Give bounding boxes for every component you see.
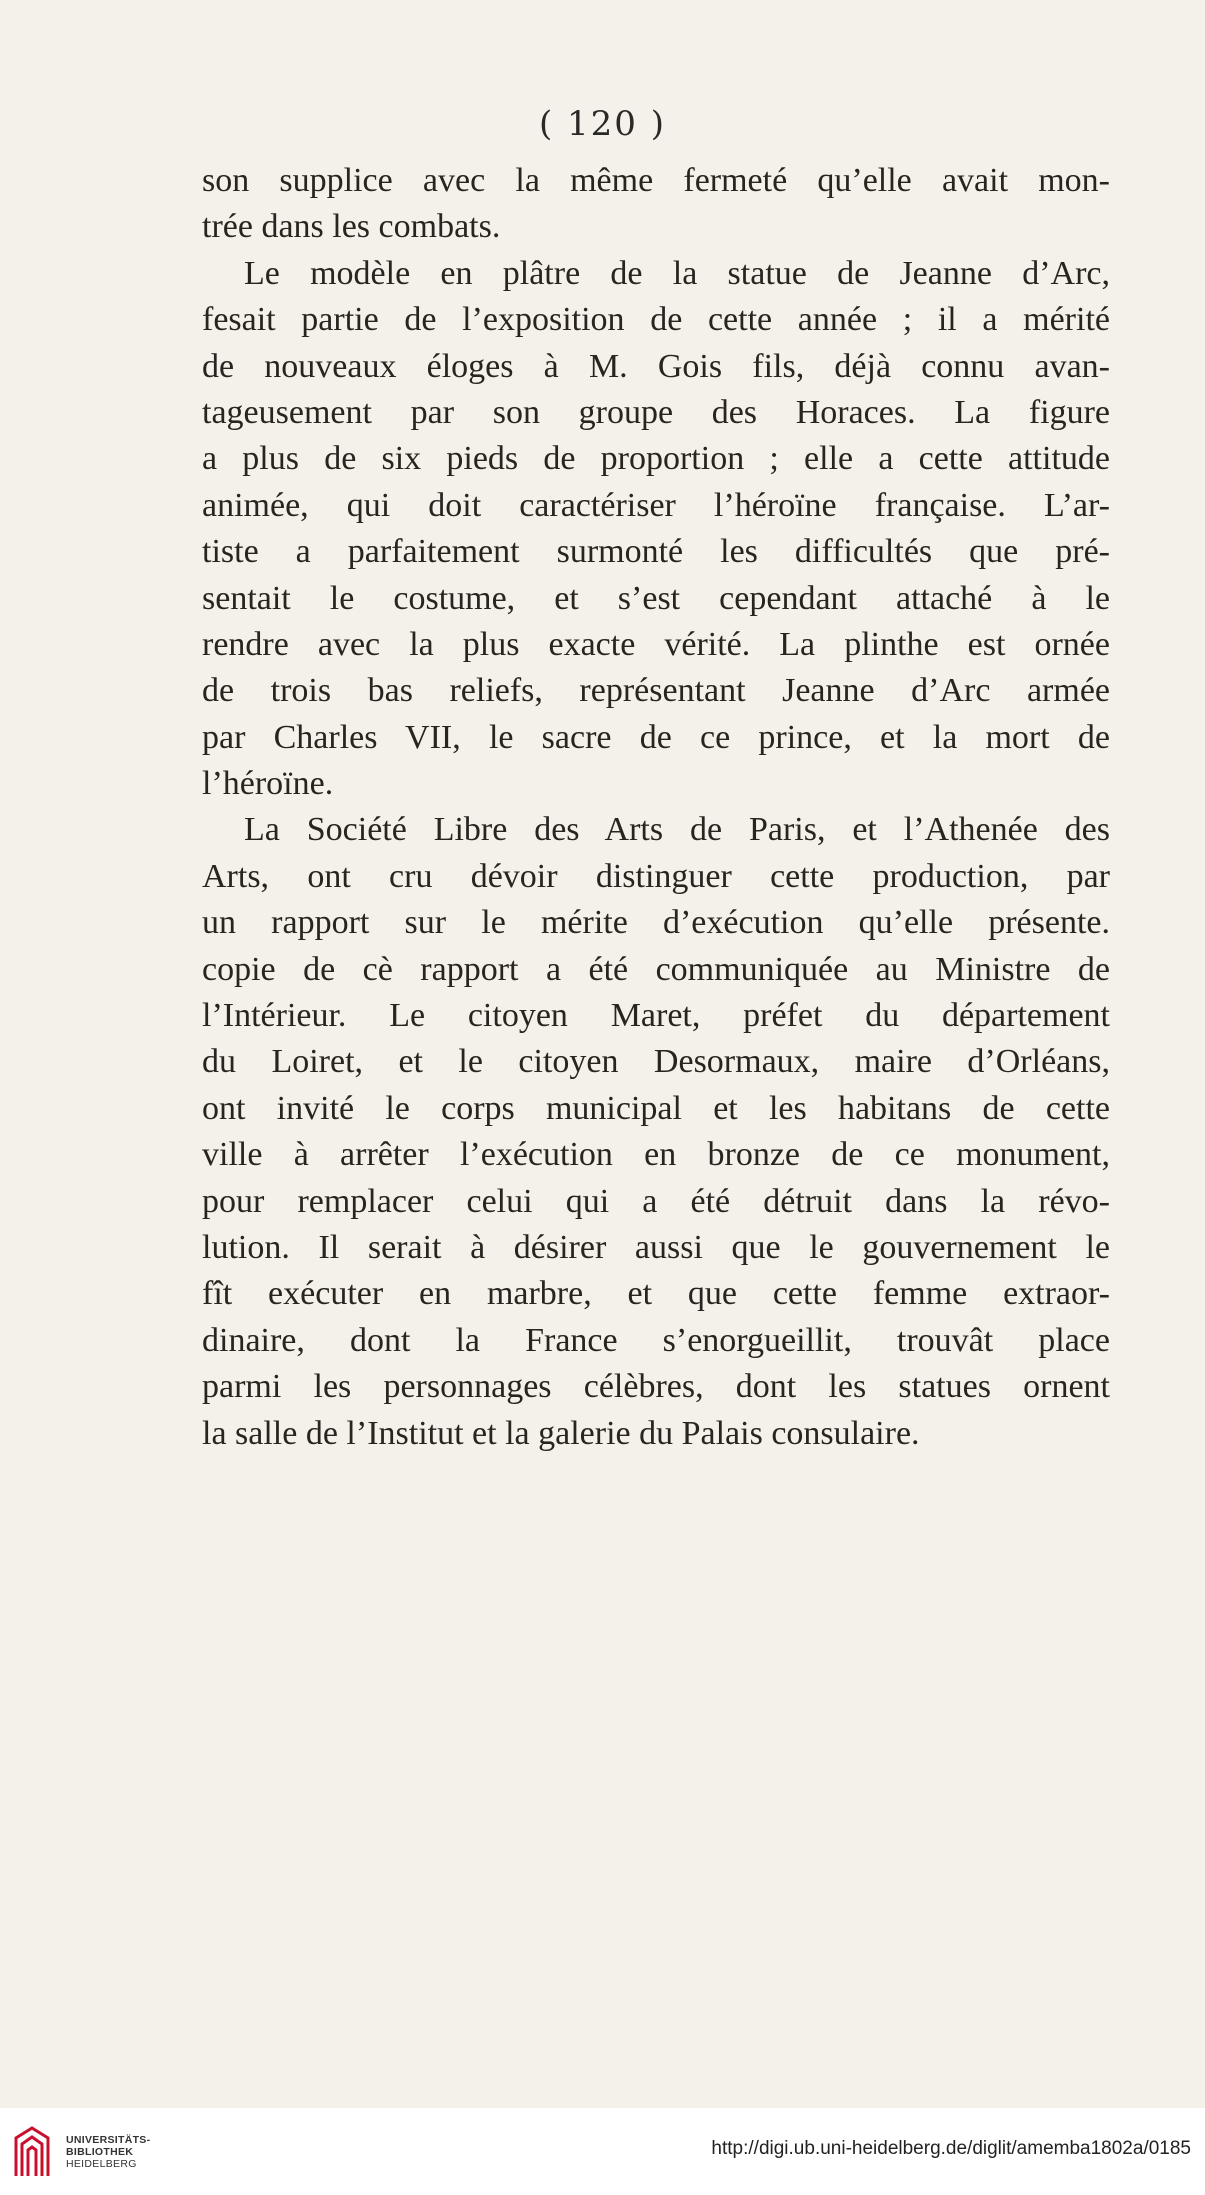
library-name-line: UNIVERSITÄTS-: [66, 2134, 151, 2146]
text-line: l’Intérieur. Le citoyen Maret, préfet du département: [202, 997, 1110, 1035]
text-line: de trois bas reliefs, représentant Jeanne d’Arc armée: [202, 672, 1110, 710]
paragraph-1: [202, 158, 1110, 251]
text-line: la salle de l’Institut et la galerie du Palais consulaire.: [202, 1414, 920, 1452]
text-line: tageusement par son groupe des Horaces. La figure: [202, 393, 1110, 431]
text-line: tiste a parfaitement surmonté les difficultés que pré-: [202, 533, 1110, 571]
library-name-line: BIBLIOTHEK: [66, 2146, 134, 2158]
text-line: du Loiret, et le citoyen Desormaux, maire d’Orléans,: [202, 1043, 1110, 1081]
text-line: ville à arrêter l’exécution en bronze de ce monument,: [202, 1136, 1110, 1174]
text-line: copie de cè rapport a été communiquée au Ministre de: [202, 950, 1110, 988]
paragraph-2: [202, 251, 1110, 808]
text-line: rendre avec la plus exacte vérité. La plinthe est ornée: [202, 625, 1110, 663]
heidelberg-library-logo-icon: [12, 2124, 52, 2180]
text-line: fît exécuter en marbre, et que cette femme extraor-: [202, 1275, 1110, 1313]
text-line: dinaire, dont la France s’enorgueillit, trouvât place: [202, 1321, 1110, 1359]
text-line: l’héroïne.: [202, 765, 334, 803]
paragraph-3: [202, 807, 1110, 1456]
text-line: un rapport sur le mérite d’exécution qu’elle présente.: [202, 904, 1110, 942]
text-line: Arts, ont cru dévoir distinguer cette production, par: [202, 857, 1110, 895]
text-line: animée, qui doit caractériser l’héroïne française. L’ar-: [202, 486, 1110, 524]
text-line: par Charles VII, le sacre de ce prince, et la mort de: [202, 718, 1110, 756]
text-line: pour remplacer celui qui a été détruit dans la révo-: [202, 1182, 1110, 1220]
text-line: La Société Libre des Arts de Paris, et l’Athenée des: [244, 811, 1110, 849]
text-line: Le modèle en plâtre de la statue de Jeanne d’Arc,: [244, 254, 1110, 292]
text-line: lution. Il serait à désirer aussi que le gouvernement le: [202, 1228, 1110, 1266]
text-line: de nouveaux éloges à M. Gois fils, déjà connu avan-: [202, 347, 1110, 385]
text-line: a plus de six pieds de proportion ; elle a cette attitude: [202, 440, 1110, 478]
page-number: ( 120 ): [538, 104, 667, 144]
source-url-link[interactable]: http://digi.ub.uni-heidelberg.de/diglit/amemba1802a/0185: [711, 2138, 1191, 2159]
body-text: [202, 158, 1110, 1457]
text-line: fesait partie de l’exposition de cette année ; il a mérité: [202, 301, 1110, 339]
library-name-line: HEIDELBERG: [66, 2158, 137, 2170]
text-line: sentait le costume, et s’est cependant attaché à le: [202, 579, 1110, 617]
text-line: parmi les personnages célèbres, dont les statues ornent: [202, 1368, 1110, 1406]
footer-bar: [0, 2108, 1205, 2195]
text-line: son supplice avec la même fermeté qu’elle avait mon-: [202, 162, 1110, 199]
text-line: trée dans les combats.: [202, 208, 501, 246]
library-name: [66, 2134, 150, 2170]
text-line: ont invité le corps municipal et les habitans de cette: [202, 1089, 1110, 1127]
